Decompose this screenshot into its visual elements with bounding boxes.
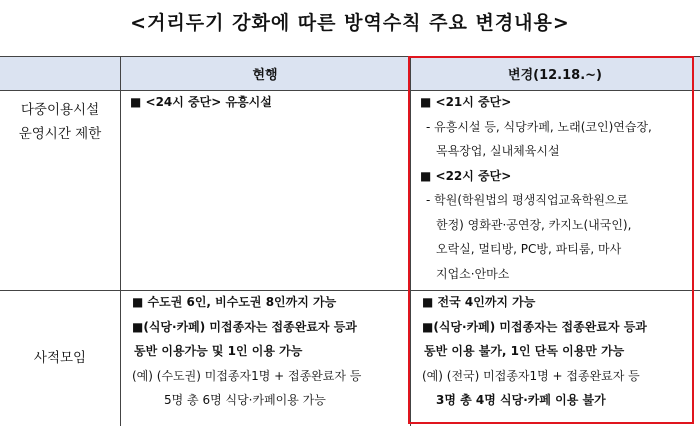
text-line: - 학원(학원법의 평생직업교육학원으로 — [426, 193, 629, 207]
row-label-private-gathering — [0, 290, 120, 426]
text-line: ■ <21시 중단> — [420, 95, 512, 109]
header-changed: 변경(12.18.~) — [410, 56, 700, 90]
text-line: 지업소·안마소 — [436, 266, 510, 281]
row-label-line: 운영시간 제한 — [18, 126, 102, 142]
text-line: 5명 총 6명 식당·카페이용 가능 — [164, 393, 326, 407]
highlight-box — [408, 56, 694, 424]
text-line: ■ 수도권 6인, 비수도권 8인까지 가능 — [132, 295, 337, 309]
comparison-table — [0, 56, 700, 426]
current-operating-hours — [120, 90, 410, 290]
text-line: ■ 전국 4인까지 가능 — [422, 295, 536, 309]
text-line: ■ <22시 중단> — [420, 168, 512, 183]
text-line: 3명 총 4명 식당·카페 이용 불가 — [436, 393, 606, 407]
text-line: - 유흥시설 등, 식당카페, 노래(코인)연습장, — [426, 119, 652, 134]
text-line: 목욕장업, 실내체육시설 — [436, 144, 560, 158]
text-line: 동반 이용가능 및 1인 이용 가능 — [134, 344, 303, 358]
header-current: 현행 — [120, 56, 410, 90]
header-empty-cell — [0, 56, 120, 90]
text-line: 한정) 영화관·공연장, 카지노(내국인), — [436, 217, 632, 232]
text-line: (예) (수도권) 미접종자1명 + 접종완료자 등 — [132, 368, 362, 383]
row-label-line: 다중이용시설 — [20, 102, 100, 118]
text-line: 오락실, 멀티방, PC방, 파티룸, 마사 — [436, 242, 622, 256]
text-line: ■(식당·카페) 미접종자는 접종완료자 등과 — [422, 319, 647, 334]
column-divider — [120, 56, 121, 426]
text-line: 동반 이용 불가, 1인 단독 이용만 가능 — [424, 344, 625, 358]
current-private-gathering — [120, 290, 410, 426]
row-label-line: 사적모임 — [33, 350, 87, 366]
page-title: <거리두기 강화에 따른 방역수칙 주요 변경내용> — [130, 12, 570, 34]
text-line: (예) (전국) 미접종자1명 + 접종완료자 등 — [422, 368, 640, 383]
text-line: ■(식당·카페) 미접종자는 접종완료자 등과 — [132, 319, 357, 334]
text-line: ■ <24시 중단> 유흥시설 — [130, 95, 272, 109]
row-label-operating-hours — [0, 90, 120, 290]
